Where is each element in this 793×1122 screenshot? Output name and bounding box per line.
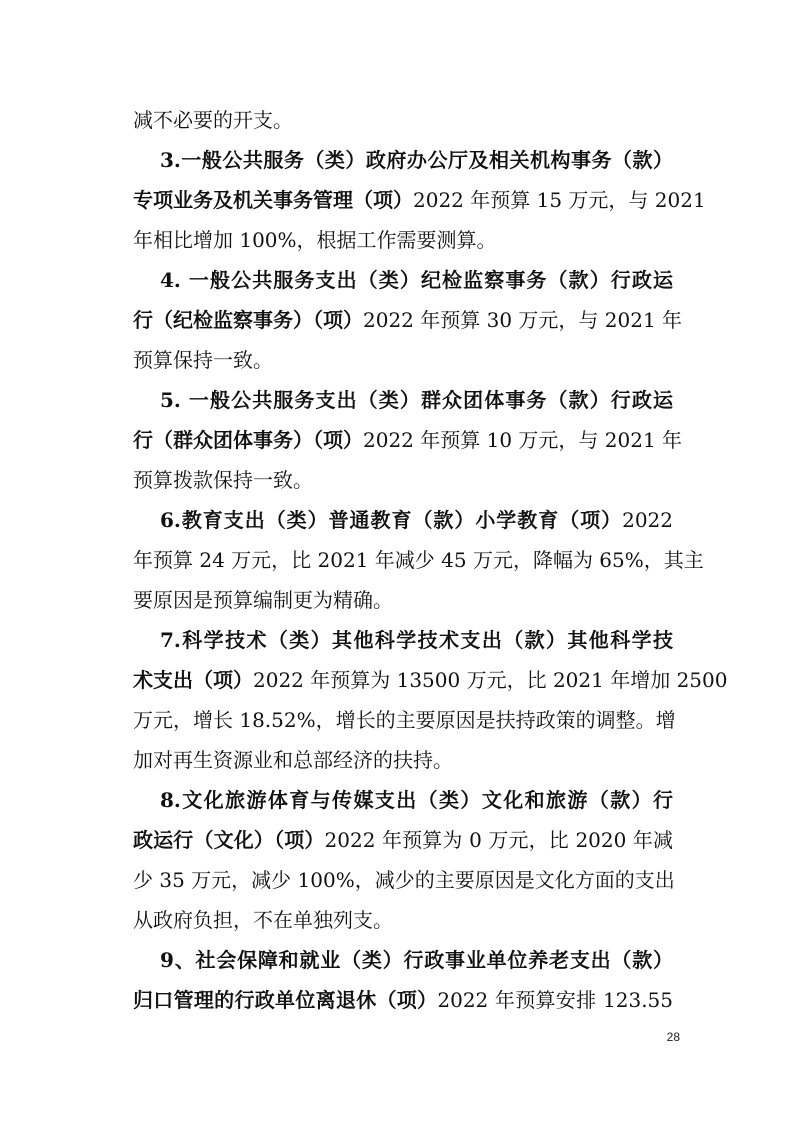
text-line: 加对再生资源业和总部经济的扶持。 <box>133 748 453 772</box>
text-line: 要原因是预算编制更为精确。 <box>133 588 393 612</box>
text-line: 从政府负担，不在单独列支。 <box>133 908 393 932</box>
text-line: 预算保持一致。 <box>133 348 273 372</box>
section-heading-5: 5. 一般公共服务支出（类）群众团体事务（款）行政运 <box>160 388 673 412</box>
section-heading-6: 6.教育支出（类）普通教育（款）小学教育（项）2022 <box>160 508 673 532</box>
text-line: 预算拨款保持一致。 <box>133 468 313 492</box>
text-line: 行（群众团体事务）（项）2022 年预算 10 万元，与 2021 年 <box>133 428 683 452</box>
text-line: 专项业务及机关事务管理（项）2022 年预算 15 万元，与 2021 <box>133 188 706 212</box>
text-line: 减不必要的开支。 <box>133 108 293 132</box>
section-heading-8: 8.文化旅游体育与传媒支出（类）文化和旅游（款）行 <box>160 788 673 812</box>
section-heading-4: 4. 一般公共服务支出（类）纪检监察事务（款）行政运 <box>160 268 673 292</box>
text-line: 归口管理的行政单位离退休（项）2022 年预算安排 123.55 <box>133 988 674 1012</box>
text-line: 术支出（项）2022 年预算为 13500 万元，比 2021 年增加 2500 <box>133 668 728 692</box>
text-line: 年预算 24 万元，比 2021 年减少 45 万元，降幅为 65%，其主 <box>133 548 704 572</box>
text-line: 万元，增长 18.52%，增长的主要原因是扶持政策的调整。增 <box>133 708 676 732</box>
section-heading-3: 3.一般公共服务（类）政府办公厅及相关机构事务（款） <box>160 148 673 172</box>
text-line: 行（纪检监察事务）（项）2022 年预算 30 万元，与 2021 年 <box>133 308 683 332</box>
text-line: 政运行（文化）（项）2022 年预算为 0 万元，比 2020 年减 <box>133 828 674 852</box>
page-number: 28 <box>666 1030 680 1044</box>
text-line: 少 35 万元，减少 100%，减少的主要原因是文化方面的支出 <box>133 868 675 892</box>
section-heading-9: 9、社会保障和就业（类）行政事业单位养老支出（款） <box>160 948 673 972</box>
section-heading-7: 7.科学技术（类）其他科学技术支出（款）其他科学技 <box>160 628 673 652</box>
text-line: 年相比增加 100%，根据工作需要测算。 <box>133 228 497 252</box>
